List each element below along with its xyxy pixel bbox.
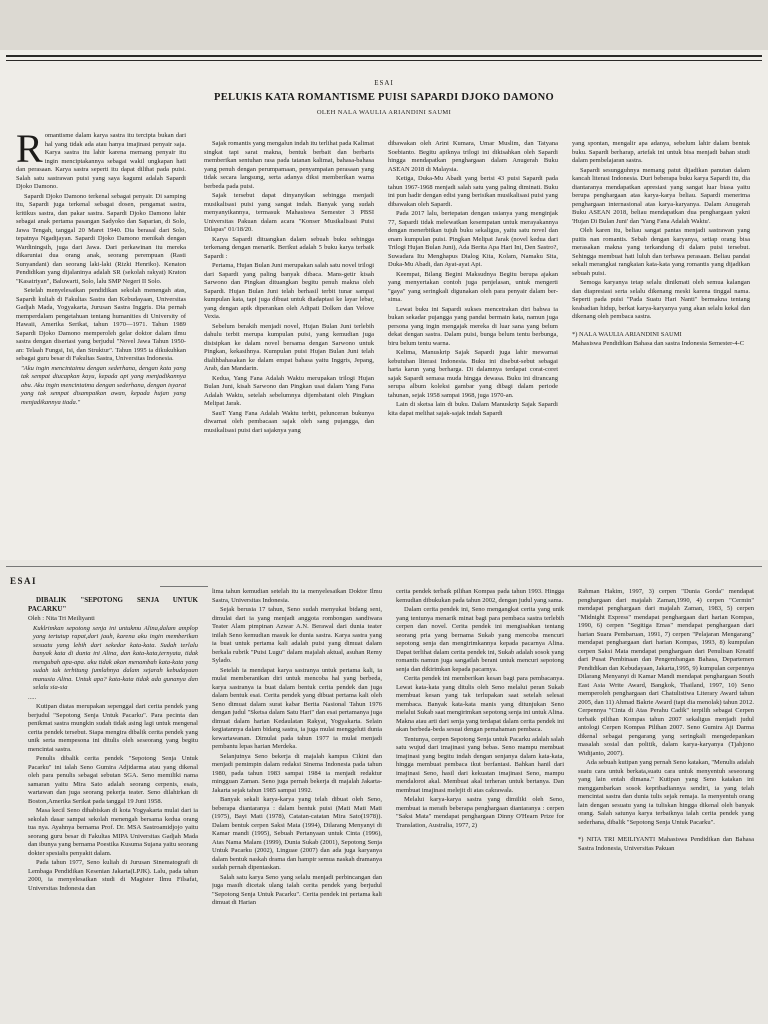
paragraph: Cerita pendek ini memberikan kesan bagi para pembacanya. Lewat kata-kata yang ditulis oleh Seno melalui peran Sukab membuat kesan yang tak terlupakan saat setelah selesai membaca. Banyak kata-kata manis yang ditunjukan Seno melalui Sukab saat mengirimkan sepotong senja ini untuk Alina. Makna atau arti dari senja yang terdapat dalam cerita pendek ini akan berbeda-beda sesuai dengan pemahaman pembaca. [396,675,564,733]
article-title: PELUKIS KATA ROMANTISME PUISI SAPARDI DJOKO DAMONO [214,92,554,103]
article-byline: Oleh : Nita Tri Meiliyanti [28,615,95,622]
top-rule [6,55,762,61]
header-rule [160,586,208,587]
article-seno [0,560,768,1024]
paragraph: Semoga karyanya tetap selalu dinikmati oleh semua kalangan dan diapresiasi serta selalu dikenang meski karena tinggal nama. Seperti pada puisi "Pada Suatu Hari Nanti" bermakna tentang keabadian hidup, berkat karya-karyanya yang akan selalu kekal dan dikenang oleh pembaca sastra. [572,279,750,320]
paragraph: Melalui karya-karya sastra yang dimiliki oleh Seno, membuat ia meraih beberapa penghargaan diantaranya : cerpen "Saksi Mata" mendapat penghargaan Dinny O'Hearn Prize for Translation, Australia, 1977, 2) [396,796,564,829]
paragraph: Dalam cerita pendek ini, Seno mengangkat cerita yang unik yang tentunya menarik minat bagi para pembaca sastra terlebih cerpen dan novel. Cerita pendek ini mengisahkan tentang seorang pria yang bernama Sukab yang mencoba mencuri sepotong senja dan mengirimkannya kepada pacarnya Alina. Dapat terlihat dalam cerita pendek ini, Sukab adalah sosok yang romantis namun juga sangatlah berani untuk mencuri sepotong senja dan dikirimkan kepada pacarnya. [396,606,564,673]
story-quote: Kuklrimkan sepotong senja ini untukmu Alina,dalam amplop yang tertutup rapat,dari jauh, karena aku ingin memberikan sesuatu yang lebih dari sekedar kata-kata. Sudah terlalu banyak kata di dunia ini Alina, dan kata-kata,ternyata, tidak mengubah apa-apa. aku tidak akan menambah kata-kata yang sudah tak terhitung jumlahnya dalam sejarah kebudayaan manusia Alina. Untuk apa? kata-kata tidak ada gunanya dan selalu sia-sia [33,624,198,691]
paragraph: Tentunya, cerpen Sepotong Senja untuk Pacarku adalah salah satu wujud dari imajinasi yang bebas. Seno mampu membuat imajinasi yang begitu indah dengan senjanya dalam kata-kata, hingga membuat pembaca ikut berfantasi. Bahkan hanil dari imajinasi Seno, hasil dari kekuatan imajinasi Seno, mampu mendaloroi akal. Membuat akal terheran untuk bertanya. Dan membuat imajinasi melejit di atas cakrawala. [396,735,564,794]
article1-column-2 [204,140,374,572]
paragraph: Salah satu karya Seno yang selalu menjadi perbincangan dan juga masih dicetak ulang ialah cerita pendek yang berjudul "Sepotong Senja Untuk Pacarku". Cerita pendek ini pertama kali dimuat di Harian [212,873,382,906]
article-sapardi [0,50,768,575]
paragraph: Sajak tersebut dapat dinyanyikan sebingga menjadi musikalisasi puisi yang sangat indah. Banyak yang sudah menyanyikannya, termasuk Mahasiswa Semester 3 PBSI Universitas Pakuan dalam acara "Konser Musikalisasi Puisi Dilapas" 01/18/20. [204,192,374,233]
article1-column-3 [388,140,558,572]
separator: ..... [28,693,37,701]
paragraph: Lain di sketsa lain di buku. Dalam Manuskrip Sajak Sapardi kita dapat melihat sajak-sajak indah Sapardi [388,401,558,417]
paragraph: yang spontan, mengalir apa adanya, sebelum lahir dalam bentuk buku. Sapardi berharap, artefak ini untuk bisa menjadi bahan studi dalam pembelajaran sastra. [572,140,750,164]
article2-column-4 [578,588,754,1024]
paragraph: Ada sebuah kutipan yang pernah Seno katakan, "Menulis adalah suatu cara untuk berkata,suatu cara untuk menyentuh seseorang yang lain entah dimana." Kutipan yang Seno katakan ini menggambarkan sosok kepribadiannya sendiri, ia yang telah mencintai sastra dan dunia tulis sejak remaja. Ia menyentuh orang lain dengan sesuatu yang ia tuliskan hingga dikenal oleh banyak orang. Salah satunya karya terbaiknya ialah cerita pendek yang sederhana, dibalik "Sepotong Senja Untuk Pacarku". [578,759,754,826]
paragraph: Ketiga, Duka-Mu Abadi yang berisi 43 puisi Sapardi pada tahun 1967-1968 menjadi salah satu yang paling diminati. Buku ini pun hadir dengan edisi yang berisikan musikalisasi puisi yang dibawakan oleh Sapardi. [388,175,558,208]
article2-column-3 [396,588,564,1024]
article2-column-1 [28,596,198,1024]
paragraph: Sajak romantis yang mengalun indah itu terlihat pada Kalimat singkat tapi sarat makna, bentuk berbait dan berbaris memberikan sentuhan rasa pada tatanan kalimat, bahasa-bahasa yang penuh dengan perumpamaan, penyampaian perasaan yang tidak secara langsung, serta adanya diksi memberikan warna berbeda pada puisi. [204,140,374,190]
paragraph: Rahman Hakim, 1997, 3) cerpen "Dunia Gorda" mendapat penghargaan dari majalah Zaman,1990, 4) cerpen "Cermin" mendapat penghargaan dari majalah Zaman, 1983, 5) cerpen "Midnight Express" mendapat penghargaan dari harian Kompas, 1990, 6) cerpen "Segitiga Emas" mendapat penghargaan dari harian Suara Pembaruan, 1991, 7) cerpen "Pelajaran Mengarang" mendapat penghargaan dari harian Kompas, 1993, 8) kumpulan cerpen Saksi Mata mendapat penghargaan dari Penulisan Kreatif dari Pusat Pembinaan dan Pengembangan Bahasa, Departemen Pendidikan dan Kebudayaan, Jakarta,1995, 9) kumpulan cerpennya Dilarang Menyanyi di Kamar Mandi mendapat penghargaan South East Asia Write Award, Bangkok, Thailand, 1997, 10) Seno memperoleh penghargaan dari Chatulistiwa Literary Award tahun 2005, dan 11) Ahmad Bakrie Award (tapi dia menolak) tahun 2012. Cerpennya "Cinta di Atas Perahu Cadik" terpilih sebagai Cerpen terbaik pilihan Kompas tahun 2007 sekaligus menjadi judul antologi Cerpen Kompas Pilihan 2007. Seno Gumira Aji Darma dikenal sebagai pengarang yang seringkali mengedepankan masalah sosial dan politik, dalam karya-karyanya (Tjahjono Widijanto, 2007). [578,588,754,757]
paragraph: Kutipan diatas merupakan sepenggal dari cerita pendek yang berjudul "Sepotong Senja Untuk Pacarku". Para pecinta dan penikmat sastra mungkin sudah tidak asing lagi untuk mengenal cerita pendek tersebut. Siapa mengira dibalik cerita pendek yang unik serta mempesona ini ditulis oleh seseorang yang begitu mencintai sastra. [28,703,198,753]
drop-cap: R [16,132,43,171]
paragraph: Sapardi Djoko Damono terkenal sebagai penyair. Di samping itu, Sapardi juga terkenal sebagai dosen, pengamat sastra, kritikus sastra, dan pakar sastra. Sapardi Djoko Damono lahir sebagai anak pertama pasangan Sadyoko dan Saparian, di Solo, Jawa Tengah, tanggal 20 Maret 1940. Dia berasal dari Solo, tepatnya Ngadijayan. Sapardi Djoko Damono menikah dengan Wardiningsih, juga dari Jawa. Dari perkawinan itu mereka dikaruniai dua orang anak, seorang perempuan (Rasti Sunyandani) dan seorang laki-laki (Rizki Henriko). Kenaton Pendidikan yang dijalaninya adalah SR (sekolah rakyat) Kraton "Kasatriyan", Baluwarti, Solo, lalu SMP Negeri II Solo. [16,192,186,285]
paragraph: Oleh karen itu, beliau sangat pantas menjadi sastrawan yang puitis nan romantis. Sebab dengan karyanya, setiap orang bisa merasakan makna yang terkandung di dalam puisi tersebut. Sehingga membuat hati luluh dan terbawa perasaan. Beliau pandai sekali merangkai rangkaian kata-kata yang romantis yang dijadikan sebuah puisi. [572,227,750,277]
paragraph: Banyak sekali karya-karya yang telah dibuat oleh Seno, beberapa diantaranya : dalam bentuk puisi (Mati Mati Mati (1975), Bayi Mati (1978), Catatan-catatan Mira Sato(1978)). Dalam bentuk cerpen Saksi Mata (1994), Dilarang Menyanyi di Kamar mandi (1995), Sebuah Pertanyaan untuk Cinta (1996), Atas Nama Malam (1999), Dunia Sukab (2001), Sepotong Senja Untuk Pacarku (2002), Linguae (2007) dan ada juga karyanya dalam bentuk naskah drama dan hampir semua naskah dramanya sudah pernah dipentaskan. [212,796,382,871]
author-description: Mahasiswa Pendidikan Bahasa dan sastra Indonesia Semester-4-C [572,340,745,347]
article-title: DIBALIK "SEPOTONG SENJA UNTUK PACARKU" [28,596,198,613]
paragraph: Lewat buku ini Sapardi sukses mencetrakan diri bahwa ia bukan sekadar pujangga yang pandai bermain kata, namun juga persona yang ingin mengajak mereka di luar sana yang belum dekat dengan sastra. Dalam puisi, bunga belum tentu berbunga, biru belum tentu warna. [388,305,558,347]
article1-column-1 [16,132,186,572]
paragraph: Sapardi sesungguhnya memang patut dijadikan panutan dalam kancah literasi Indonesia. Duri beberapa buku karya Sapardi itu, dia diantaranya mendapatkan apresiasi yang sangat luar biasa yaitu berupa penghargaan atas karya-karya beliau. Sapardi menerima penghargaan internasional atas karya-karyanya. Dalam Anugerah Buku ASEAN 2018, beliau mendapatkan dua penghargaan yakni 'Hujan Di Bulan Juni' dan 'Yang Fana Adalah Waktu'. [572,166,750,225]
paragraph: Karya Sapardi dituangkan dalam sebuah buku sehingga terkenang dengan menarik. Berikut adalah 5 buku karya terbaik Sapardi : [204,235,374,260]
paragraph: cerita pendek terbaik pilihan Kompas pada tahun 1993. Hingga kemudian dibukukan pada tahun 2002, dengan judul yang sama. [396,588,564,604]
paragraph: Kelima, Manuskrip Sajak Sapardi juga lahir mewarnai kebutuhan literasi Indonesia. Buku ini disebut-sebut sebagai harta karun yang berharga. Di dalamnya terdapat corat-coret sajak Sapardi semasa muda hingga dewasa. Buku ini dirancang serupa album koleksi gambar yang dibagi dalam periode tahunan, sejak 1958 sampai 1968, juga 1970-an. [388,349,558,399]
section-label: ESAI [374,79,394,87]
paragraph: Penulis dibalik cerita pendek "Sepotong Senja Untuk Pacarku" ini ialah Seno Gumira Adjidarma atau yang dikenal oleh para penulis sebagai sebutan SGA. Seno memiliki nama samaran yaitu Mira Sato adalah seorang cerpenis, esais, wartawan dan juga seorang pekerja teater. Seno dilahirkan di Boston,Amerika Serikat pada tanggal 19 Juni 1958. [28,755,198,805]
poem-quote: "Aku ingin mencintaimu dengan sederhana, dengan kata yang tak sempat diucapkan kayu, kepada api yang menjadikannya abu. Aku ingin mencintaimu dengan sederhana, dengan isyarat yang tak sempat disampaikan awan, kepada hujan yang menjadikannya tiada." [21,364,186,406]
article-byline: OLEH NALA WAULIA ARIANDINI SAUMI [316,109,452,116]
paragraph: SauT Yang Fana Adalah Waktu terbit, pelunceran bukunya diwarnai oleh pembacaan sajak oleh sang pujangga, dan musikalisasi puisi dari sajaknya yang [204,409,374,434]
top-rule [6,566,762,567]
article1-column-4 [572,140,750,572]
paragraph: Sebelum berakih menjadi novel, Hujan Bulan Juni terlebih dahulu terbit merupa kumpulan puisi, yang kemudian juga disisipkan ke dalam novel bersama dengan Sarwono untuk Pingkan, kekasihnya. Kumpulan puisi Hujan Bulan Juni telah dialihbahasakan ke dalam empat bahasa yaitu Inggris, Jepang, Arab, dan Mandarin. [204,322,374,372]
paragraph: Keempat, Bilang Begini Maksudnya Begitu berupa ajakan yang menyertakan contoh juga penjelasan, untuk mengerti "gaya" yang seringkali digunakan oleh para penyair dalam ber-sima. [388,270,558,303]
paragraph: omantisme dalam karya sastra itu tercipta bukan dari hal yang tidak ada atau hanya imajinasi penyair saja. Karya sastra itu lahir karena memang penyair itu ingin menciptakannya sebagai wakil ungkapan hati dan perasaan. Karya sastra seperti itu dapat dilihat pada puisi. Salah satu sastrawan puisi yang saya kagumi adalah Sapardi Djoko Damono. [16,132,186,190]
paragraph: lima tahun kemudian setelah itu ia menyelesaikan Doktor Ilmu Sastra, Universitas Indonesia. [212,588,382,604]
paragraph: Selanjutnya Seno bekerja di majalah kampus Cikini dan menjadi pemimpin dalam redaksi Sinema Indonesia pada tahun 1980, pada tahun 1983 sampai 1984 ia menjadi redaktur mingguan Zaman. Seno juga pernah bekerja di majalah Jakarta-Jakarta sejak tahun 1985 sampai 1992. [212,752,382,794]
author-note: *) NALA WAULIA ARIANDINI SAUMI [572,330,682,338]
paragraph: Masa kecil Seno dihabiskan di kota Yogyakarta mulai dari ia sekolah dasar sampai sekolah menengah bersama kedua orang tua nya. Ayahnya bernama Prof. Dr. MSA Sastroamidjojo yaitu seorang guru besar di Fakultas MIPA Universitas Gadjah Mada dan ibunya yang bernama Poestika Kusuma Sujana yaitu seorang dokter spesialis penyakit dalam. [28,807,198,857]
paragraph: Pada tahun 1977, Seno kuliah di Jurusan Sinematografi di Lembaga Pendidikan Kesenian Jakarta(LPJK). Lalu, pada tahun 2000, ia menyelesaikan studi di Magister Ilmu Filsafat, Universitas Indonesia dan [28,859,198,892]
paragraph: dibawakan oleh Arini Kumara, Umar Muslim, dan Tatyana Soebianto. Begitu apiknya trilogi ini dikisahkan oleh Sapardi hingga mendapatkan penghargaan dalam Anugerah Buku ASEAN 2018 di Malaysia. [388,140,558,173]
section-label: ESAI [10,576,38,586]
paragraph: Pada 2017 lalu, bertepatan dengan usianya yang menginjak 77, Sapardi tidak melewatkan kesempatan untuk merayakannya dengan menerbitkan tujuh buku sekaligus, yaitu satu novel dan enam kumpulan puisi. Pingkan Melipat Jarak (novel kedua dari Trilogi Hujan Bulan Juni), Ada Berita Apa Hari Ini, Den Sastro?, Suwadara Itu Menghapus Dialog Kita, Kolam, Namaku Sita, Duka-Mu Abadi, dan Ayat-ayat Api. [388,210,558,268]
article2-column-2 [212,588,382,1024]
author-note: *) NITA TRI MEILIYANTI Mahasiswa Pendidikan dan Bahasa Sastra Indonesia, Universitas Pakuan [578,836,754,852]
paragraph: Pertama, Hujan Bulan Juni merupakan salah satu novel trilogi dari Sapardi yang paling banyak dibaca. Mans-getir kisah Sarwono dan Pingkan dituangkan begitu penuh makna oleh Sapardi. Hujan Bulan Juni telah berhasil terbit tunar sampai kumpulan kata, tapi juga dibuat untuk diadaptasi ke layar lebar, yang dengan apik diperankan oleh Adipati Dolken dan Velove Vexia. [204,262,374,320]
paragraph: Kedua, Yang Fana Adalah Waktu merupakan trilogi Hujan Bulan Juni, kisah Sarwono dan Pingkan usai dalam Yang Fana Adalah Waktu, setelah sebelumnya dijembatani oleh Pingkan Melipat Jarak. [204,374,374,407]
paragraph: Setelah ia mendapat karya sastranya untuk pertama kali, ia mulai memberanikan diri untuk mencoba hal yang berbeda, karya sastranya ia buat dalam bentuk cerita pendek dan juga dalam bentuk esai. Cerita pendek yang dibuat pertama kali oleh Seno dimuat dalam surat kabar Berita Nasional Tahun 1976 dengan judul "Sketsa dalam Satu Hari" dan esai pertamanya juga dimuat dalam harian Kedaulatan Rakyat, Yogyakarta. Selain kegiatannya dalam bidang sastra, ia juga mulai menggeluti dunia kewartawanan. Dimulai pada tahun 1977 ia mulai menjadi pembantu lepas harian Merdeka. [212,666,382,750]
paragraph: Sejak berusia 17 tahun, Seno sudah menyukai bidang seni, dimulai dari ia yang menjadi anggota rombongan sandiwara Teater Alam pimpinan Azwar A.N. Berawal dari dunia teater inilah Seno kemudian masuk ke dunia sastra. Karya sastra yang ia buat untuk pertama kali adalah puisi yang dimuat dalam berkala rubrik "Puisi Lugu" dalam majalah aktual, asuhan Remy Sylado. [212,606,382,664]
paragraph: Setelah menyelesaikan pendidikan sekolah menengah atas, Sapardi kuliah di Fakultas Sastra dan Kebudayaan, Universitas Gadjah Mada, Yogyakarta, Jurusan Sastra Inggris. Dia pernah memperdalam pengetahuan tentang humanities di University of Hawaii, Amerika Serikat, tahun 1970—1971. Tahun 1989 Sapardi Djoko Damono memperoleh gelar doktor dalam ilmu sastra dengan disertasi yang berjudul "Novel Jawa Tahun 1950-an: Telaah Fungsi, Isi, dan Struktur". Tahun 1995 ia dikukuhkan sebagai guru besar di Fakultas Sastra, Universitas Indonesia. [16,287,186,362]
